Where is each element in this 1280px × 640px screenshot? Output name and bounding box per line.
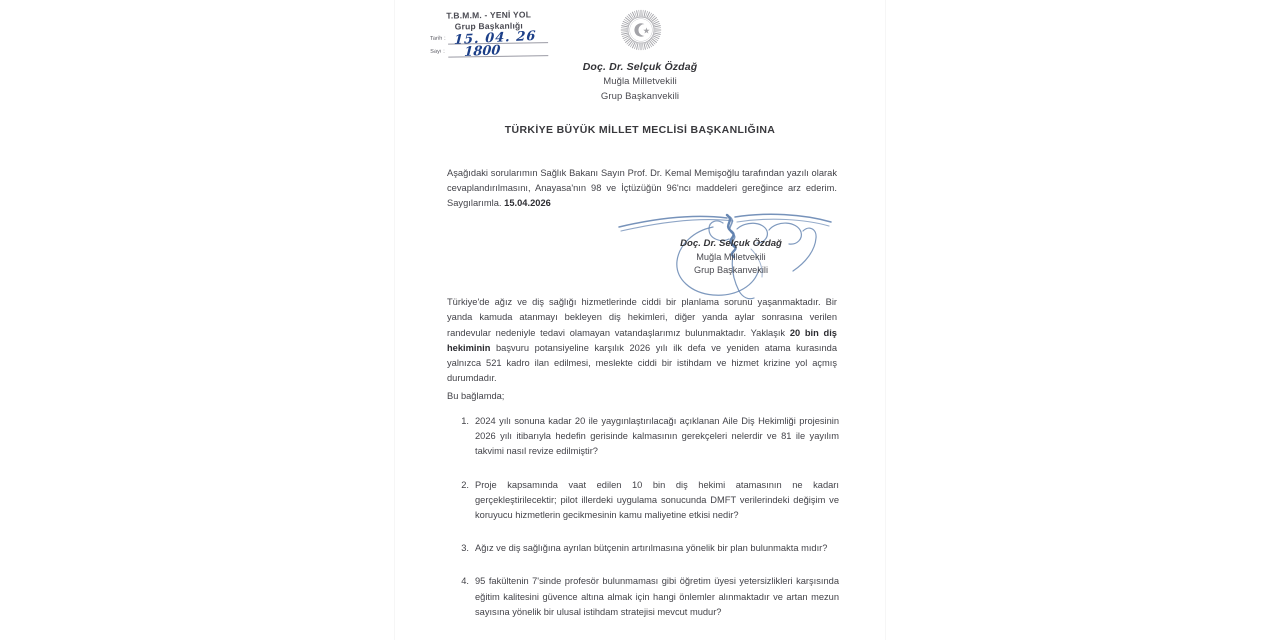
question-text: 2024 yılı sonuna kadar 20 ile yaygınlaştırılacağı açıklanan Aile Diş Hekimliği projesinin 2026 yılı itibarıyla hedefin gerisinde kalmasının gerekçeleri nelerdir ve 81 ile yayılım takvimi nasıl revize edilmiştir?	[475, 416, 839, 457]
question-item	[447, 414, 839, 460]
signature-role-constituency: Muğla Milletvekili	[696, 251, 766, 262]
letterhead-block	[395, 60, 885, 104]
question-text: 95 fakültenin 7'sinde profesör bulunmaması gibi öğretim üyesi yetersizlikleri karşısında eğitim kalitesini güvence altına almak için hangi önlemler alınmaktadır ve artan mezun sayısına yönelik bir ulusal istihdam stratejisi mevcut mudur?	[475, 576, 839, 617]
letterhead-name: Doç. Dr. Selçuk Özdağ	[582, 61, 698, 73]
question-text: Ağız ve diş sağlığına ayrılan bütçenin artırılmasına yönelik bir plan bulunmakta mıdır?	[475, 543, 828, 554]
stamp-date-label: Tarih :	[429, 35, 446, 42]
body-paragraph-emphasis: 20 bin diş hekiminin	[447, 327, 837, 353]
questions-list	[447, 414, 839, 638]
body-paragraph-part1: Türkiye'de ağız ve diş sağlığı hizmetlerinde ciddi bir planlama sorunu yaşanmaktadır. Bir yanda kamuda atanmayı bekleyen diş hekimleri, diğer yanda aylar sonrasına verilen randevular nedeniyle tedavi olamayan vatandaşlarımız bulunmaktadır. Yaklaşık	[447, 297, 837, 338]
signature-role-group: Grup Başkanvekili	[693, 265, 769, 275]
letterhead-role-constituency: Muğla Milletvekili	[603, 76, 677, 87]
document-page	[395, 0, 885, 640]
body-paragraph-part2: başvuru potansiyeline karşılık 2026 yılı ilk defa ve yeniden atama kurasında yalnızca 521 kadro ilan edilmesi, meslekte ciddi bir istihdam ve hizmet krizine yol açmış durumdadır.	[447, 342, 837, 384]
signature-block	[631, 237, 831, 278]
intro-paragraph-text: Aşağıdaki sorularımın Sağlık Bakanı Sayın Prof. Dr. Kemal Memişoğlu tarafından yazılı olarak cevaplandırılmasını, Anayasa'nın 98 ve İçtüzüğün 96'ncı maddeleri gereğince arz ederim. Saygılarımla.	[447, 168, 837, 209]
intro-submission-date: 15.04.2026	[504, 198, 551, 209]
stamp-date-value: 15. 04. 26	[453, 28, 537, 48]
stamp-organization-line: T.B.M.M. - YENİ YOL	[446, 9, 532, 21]
office-receipt-stamp	[428, 7, 551, 65]
question-text: Proje kapsamında vaat edilen 10 bin diş hekimi atamasının ne kadarı gerçekleştirilecektir; pilot illerdeki uygulama sonucunda DMFT verilerindeki değişim ve koruyucu hizmetlerin gecikmesinin kamu maliyetine etkisi nedir?	[475, 479, 839, 521]
context-lead-in: Bu bağlamda;	[447, 391, 505, 401]
question-number: 1.	[461, 416, 469, 426]
stamp-number-label: Sayı :	[430, 48, 445, 55]
question-number: 3.	[461, 543, 469, 554]
question-item	[447, 541, 839, 556]
body-paragraph	[447, 295, 837, 387]
question-number: 4.	[461, 576, 469, 587]
question-item	[447, 478, 839, 524]
signature-name: Doç. Dr. Selçuk Özdağ	[680, 238, 782, 249]
stamp-number-value: 1800	[463, 43, 501, 61]
letterhead-role-group: Grup Başkanvekili	[600, 90, 680, 102]
question-number: 2.	[461, 479, 469, 490]
stamp-department-line: Grup Başkanlığı	[454, 20, 524, 32]
tbmm-seal-icon	[620, 9, 662, 51]
addressee-title: TÜRKİYE BÜYÜK MİLLET MECLİSİ BAŞKANLIĞINA	[504, 124, 776, 136]
question-item	[447, 574, 839, 620]
intro-paragraph	[447, 166, 837, 212]
